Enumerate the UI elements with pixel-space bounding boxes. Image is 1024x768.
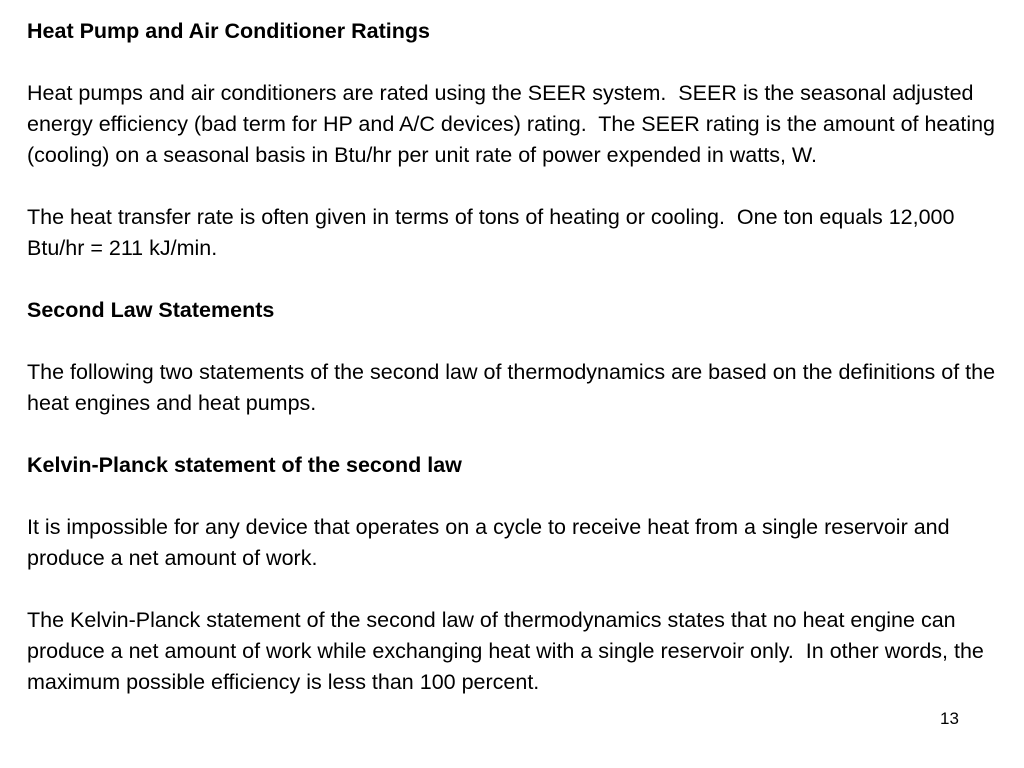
- page-number: 13: [940, 709, 959, 728]
- paragraph-two-statements: The following two statements of the second law of thermodynamics are based on the definitions of the heat engines and heat pumps.: [27, 360, 1002, 415]
- heading-second-law-statements: Second Law Statements: [27, 298, 275, 322]
- paragraph-impossible-device: It is impossible for any device that operates on a cycle to receive heat from a single reservoir and produce a net amount of work.: [27, 515, 956, 570]
- heading-kelvin-planck: Kelvin-Planck statement of the second law: [27, 453, 462, 477]
- heading-heat-pump-ratings: Heat Pump and Air Conditioner Ratings: [27, 19, 430, 43]
- paragraph-kelvin-planck-efficiency: The Kelvin-Planck statement of the second law of thermodynamics states that no heat engine can produce a net amount of work while exchanging heat with a single reservoir only. In other words, the maximum possible efficiency is less than 100 percent.: [27, 608, 990, 694]
- paragraph-seer: Heat pumps and air conditioners are rated using the SEER system. SEER is the seasonal adjusted energy efficiency (bad term for HP and A/C devices) rating. The SEER rating is the amount of heating (cooling) on a seasonal basis in Btu/hr per unit rate of power expended in watts, W.: [27, 81, 1001, 167]
- slide-content: [27, 16, 1002, 698]
- paragraph-tons: The heat transfer rate is often given in terms of tons of heating or cooling. One ton equals 12,000 Btu/hr = 211 kJ/min.: [27, 205, 961, 260]
